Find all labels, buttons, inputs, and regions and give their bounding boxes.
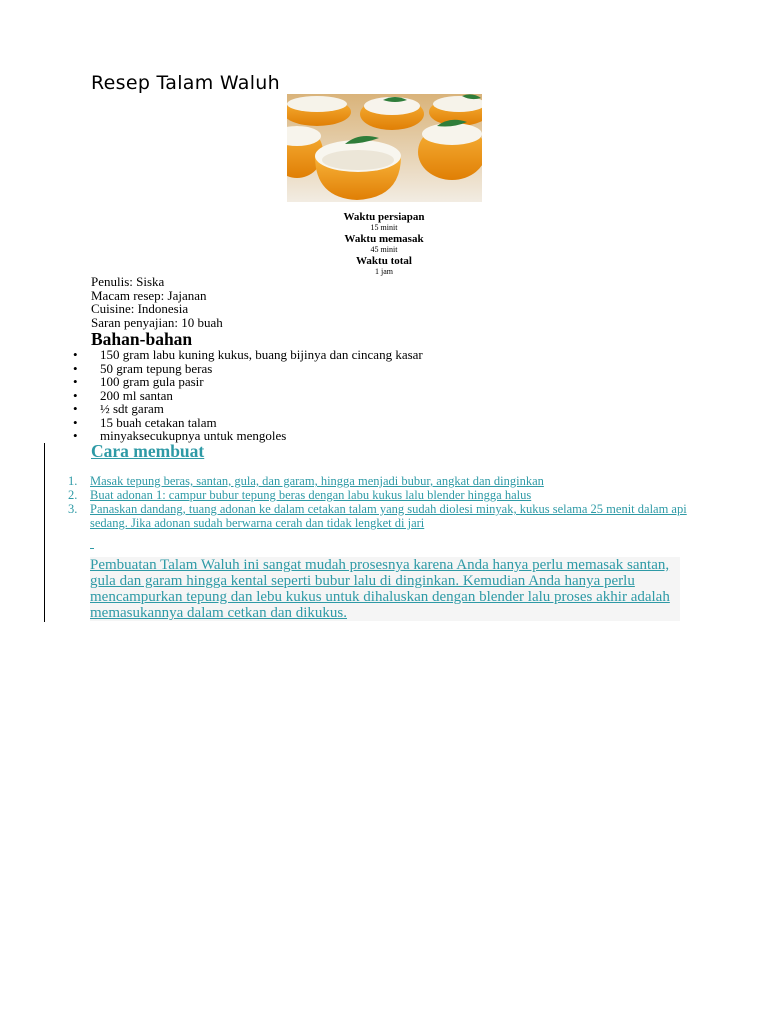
list-item: • ½ sdt garam (72, 402, 423, 416)
method-steps (68, 474, 710, 530)
step-number: 2. (68, 488, 78, 502)
method-heading[interactable]: Cara membuat (91, 441, 205, 461)
step-text: Masak tepung beras, santan, gula, dan garam, hingga menjadi bubur, angkat dan dinginkan (90, 474, 544, 488)
recipe-type-line: Macam resep: Jajanan (91, 287, 207, 303)
recipe-note-link[interactable]: Pembuatan Talam Waluh ini sangat mudah prosesnya karena Anda hanya perlu memasak santan, gula dan garam hingga kental seperti bubur lalu di dinginkan. Kemudian Anda hanya perlu mencampurkan tepung dan lebu kukus untuk dihaluskan dengan blender lalu proses akhir adalah memasukannya dalam cetkan dan dikukus. (90, 557, 680, 621)
step-text: Buat adonan 1: campur bubur tepung beras dengan labu kukus lalu blender hingga halus (90, 488, 532, 502)
list-item: • minyaksecukupnya untuk mengoles (72, 429, 423, 443)
step-number: 3. (68, 502, 78, 516)
prep-time-label: Waktu persiapan (343, 211, 425, 223)
author-line: Penulis: Siska (91, 274, 165, 289)
step-item[interactable] (68, 474, 710, 488)
cook-time-label: Waktu memasak (344, 233, 424, 245)
list-item: • 150 gram labu kuning kukus, buang bijinya dan cincang kasar (72, 348, 423, 362)
list-item: • 50 gram tepung beras (72, 362, 423, 376)
cuisine-line: Cuisine: Indonesia (91, 301, 189, 316)
ingredients-heading: Bahan-bahan (91, 329, 193, 349)
list-item: • 100 gram gula pasir (72, 375, 423, 389)
prep-time-value: 15 minit (370, 223, 398, 232)
cook-time-value: 45 minit (370, 245, 398, 254)
change-bar-divider (44, 443, 45, 622)
talam-waluh-photo-icon (287, 94, 482, 202)
recipe-title: Resep Talam Waluh (91, 72, 280, 94)
recipe-meta (91, 275, 223, 329)
ingredients-list (72, 348, 423, 443)
total-time-label: Waktu total (356, 255, 412, 267)
step-item[interactable] (68, 488, 710, 502)
step-text: Panaskan dandang, tuang adonan ke dalam cetakan talam yang sudah diolesi minyak, kukus selama 25 menit dalam api sedang. Jika adonan sudah berwarna cerah dan tidak lengket di jari (90, 502, 687, 530)
note-marker (90, 548, 94, 549)
recipe-times (284, 211, 484, 277)
step-number: 1. (68, 474, 78, 488)
total-time-value: 1 jam (375, 267, 393, 276)
step-item[interactable] (68, 502, 710, 530)
list-item: • 200 ml santan (72, 389, 423, 403)
servings-line: Saran penyajian: 10 buah (91, 314, 223, 330)
list-item: • 15 buah cetakan talam (72, 416, 423, 430)
